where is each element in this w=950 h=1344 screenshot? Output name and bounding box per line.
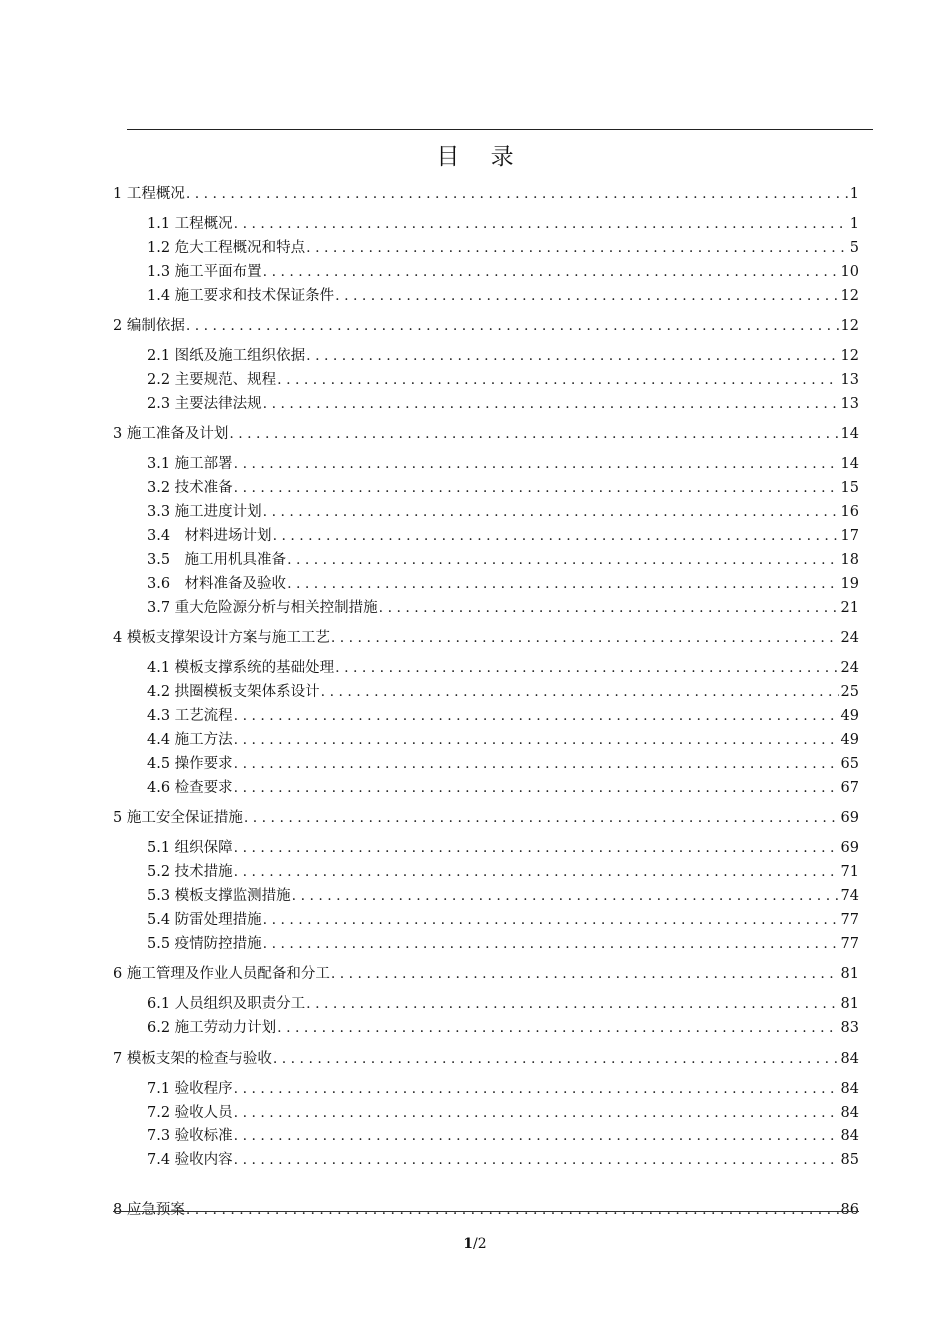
toc-entry-page: 83 [840,1020,859,1036]
toc-entry-page: 14 [840,426,859,442]
toc-entry-label: 6.1 人员组织及职责分工 [147,996,306,1012]
toc-leader-dots [292,886,839,906]
toc-entry-page: 24 [840,630,859,646]
toc-entry-page: 84 [840,1105,859,1121]
strikethrough-line [113,1211,859,1212]
toc-entry-label: 3.4 材料进场计划 [147,528,272,544]
toc-leader-dots [234,1079,839,1099]
toc-entry-label: 1 工程概况 [113,186,185,202]
toc-section-entry[interactable] [147,754,859,774]
toc-entry-label: 3.3 施工进度计划 [147,504,262,520]
toc-leader-dots [335,286,838,306]
toc-entry-page: 16 [840,504,859,520]
toc-entry-page: 13 [840,372,859,388]
toc-entry-label: 4 模板支撑架设计方案与施工工艺 [113,630,330,646]
toc-leader-dots [331,628,839,648]
toc-section-entry[interactable] [147,370,859,390]
toc-chapter-entry[interactable] [113,424,859,444]
toc-entry-label: 7.4 验收内容 [147,1152,233,1168]
toc-section-entry[interactable] [147,454,859,474]
toc-entry-page: 19 [840,576,859,592]
toc-entry-page: 84 [840,1128,859,1144]
current-page-number: 1 [463,1236,474,1252]
toc-section-entry[interactable] [147,574,859,594]
toc-leader-dots [234,730,839,750]
toc-entry-label: 8 应急预案 [113,1202,185,1218]
toc-entry-page: 24 [840,660,859,676]
toc-section-entry[interactable] [147,346,859,366]
toc-section-entry[interactable] [147,1150,859,1170]
toc-entry-label: 5.1 组织保障 [147,840,233,856]
toc-leader-dots [234,862,839,882]
toc-entry-page: 1 [849,186,859,202]
toc-entry-label: 4.4 施工方法 [147,732,233,748]
toc-chapter-entry[interactable] [113,184,859,204]
toc-entry-label: 1.1 工程概况 [147,216,233,232]
toc-section-entry[interactable] [147,886,859,906]
toc-section-entry[interactable] [147,682,859,702]
toc-entry-page: 84 [840,1051,859,1067]
toc-section-entry[interactable] [147,1103,859,1123]
page-separator: / [473,1236,478,1252]
toc-entry-page: 12 [840,348,859,364]
toc-entry-label: 5.5 疫情防控措施 [147,936,262,952]
toc-leader-dots [306,238,848,258]
toc-section-entry[interactable] [147,502,859,522]
toc-entry-page: 85 [840,1152,859,1168]
toc-leader-dots [244,808,839,828]
toc-section-entry[interactable] [147,730,859,750]
toc-section-entry[interactable] [147,394,859,414]
toc-entry-page: 10 [840,264,859,280]
toc-entry-label: 4.1 模板支撑系统的基础处理 [147,660,335,676]
toc-chapter-entry[interactable] [113,628,859,648]
toc-leader-dots [234,478,839,498]
toc-section-entry[interactable] [147,262,859,282]
toc-leader-dots [263,394,839,414]
toc-entry-label: 3.1 施工部署 [147,456,233,472]
toc-entry-label: 7.2 验收人员 [147,1105,233,1121]
toc-section-entry[interactable] [147,1126,859,1146]
toc-entry-label: 2 编制依据 [113,318,185,334]
toc-leader-dots [287,550,838,570]
toc-entry-label: 2.2 主要规范、规程 [147,372,277,388]
toc-entry-label: 3.7 重大危险源分析与相关控制措施 [147,600,378,616]
toc-entry-label: 3 施工准备及计划 [113,426,229,442]
toc-entry-label: 4.5 操作要求 [147,756,233,772]
toc-entry-page: 49 [840,708,859,724]
toc-section-entry[interactable] [147,1018,859,1038]
toc-leader-dots [234,1150,839,1170]
toc-section-entry[interactable] [147,934,859,954]
toc-leader-dots [186,316,839,336]
toc-entry-page: 12 [840,318,859,334]
toc-entry-page: 49 [840,732,859,748]
toc-entry-page: 77 [840,936,859,952]
toc-leader-dots [306,994,838,1014]
toc-section-entry[interactable] [147,910,859,930]
toc-entry-label: 2.3 主要法律法规 [147,396,262,412]
toc-leader-dots [277,370,838,390]
toc-leader-dots [263,910,839,930]
toc-leader-dots [229,424,838,444]
total-pages: 2 [477,1236,487,1252]
toc-section-entry[interactable] [147,1079,859,1099]
toc-section-entry[interactable] [147,286,859,306]
toc-entry-page: 21 [840,600,859,616]
toc-section-entry[interactable] [147,478,859,498]
toc-entry-page: 84 [840,1081,859,1097]
toc-leader-dots [263,502,839,522]
toc-chapter-entry[interactable] [113,964,859,984]
toc-leader-dots [234,454,839,474]
toc-entry-page: 14 [840,456,859,472]
toc-entry-label: 2.1 图纸及施工组织依据 [147,348,306,364]
toc-section-entry[interactable] [147,550,859,570]
toc-entry-label: 4.6 检查要求 [147,780,233,796]
toc-entry-page: 5 [849,240,859,256]
toc-title: 目 录 [436,144,526,170]
toc-leader-dots [234,838,839,858]
toc-entry-page: 65 [840,756,859,772]
toc-entry-label: 7.3 验收标准 [147,1128,233,1144]
toc-section-entry[interactable] [147,994,859,1014]
toc-section-entry[interactable] [147,658,859,678]
toc-entry-label: 7 模板支架的检查与验收 [113,1051,272,1067]
toc-entry-page: 15 [840,480,859,496]
toc-leader-dots [306,346,838,366]
toc-entry-page: 67 [840,780,859,796]
toc-entry-page: 12 [840,288,859,304]
toc-leader-dots [263,262,839,282]
toc-leader-dots [263,934,839,954]
toc-leader-dots [234,214,848,234]
toc-leader-dots [321,682,839,702]
toc-entry-label: 4.2 拱圈模板支架体系设计 [147,684,320,700]
toc-leader-dots [331,964,839,984]
toc-entry-label: 3.2 技术准备 [147,480,233,496]
toc-leader-dots [287,574,838,594]
toc-entry-page: 69 [840,810,859,826]
toc-section-entry[interactable] [147,838,859,858]
toc-leader-dots [186,184,848,204]
toc-leader-dots [379,598,839,618]
toc-entry-page: 69 [840,840,859,856]
toc-entry-label: 1.2 危大工程概况和特点 [147,240,306,256]
toc-entry-label: 6.2 施工劳动力计划 [147,1020,277,1036]
toc-entry-page: 17 [840,528,859,544]
toc-leader-dots [277,1018,838,1038]
toc-leader-dots [234,706,839,726]
toc-leader-dots [234,1103,839,1123]
toc-leader-dots [273,526,839,546]
page-footer [0,1236,950,1252]
toc-entry-label: 1.4 施工要求和技术保证条件 [147,288,335,304]
toc-entry-label: 3.6 材料准备及验收 [147,576,287,592]
toc-entry-label: 5.4 防雷处理措施 [147,912,262,928]
toc-entry-page: 77 [840,912,859,928]
toc-leader-dots [234,1126,839,1146]
toc-entry-page: 71 [840,864,859,880]
toc-section-entry[interactable] [147,862,859,882]
toc-entry-page: 81 [840,996,859,1012]
toc-section-entry[interactable] [147,778,859,798]
toc-entry-page: 81 [840,966,859,982]
toc-entry-page: 1 [849,216,859,232]
toc-entry-page: 18 [840,552,859,568]
toc-leader-dots [186,1200,839,1220]
toc-chapter-entry[interactable] [113,316,859,336]
toc-leader-dots [335,658,838,678]
toc-entry-label: 5.3 模板支撑监测措施 [147,888,291,904]
toc-entry-label: 7.1 验收程序 [147,1081,233,1097]
toc-section-entry[interactable] [147,238,859,258]
toc-chapter-entry[interactable] [113,1049,859,1069]
toc-entry-label: 5.2 技术措施 [147,864,233,880]
toc-leader-dots [234,754,839,774]
toc-section-entry[interactable] [147,526,859,546]
toc-entry-label: 6 施工管理及作业人员配备和分工 [113,966,330,982]
toc-chapter-entry[interactable] [113,1200,859,1220]
toc-section-entry[interactable] [147,214,859,234]
toc-entry-label: 4.3 工艺流程 [147,708,233,724]
toc-section-entry[interactable] [147,598,859,618]
toc-entry-page: 25 [840,684,859,700]
toc-entry-page: 86 [840,1202,859,1218]
toc-entry-page: 74 [840,888,859,904]
toc-chapter-entry[interactable] [113,808,859,828]
toc-section-entry[interactable] [147,706,859,726]
toc-leader-dots [273,1049,839,1069]
toc-entry-label: 1.3 施工平面布置 [147,264,262,280]
toc-entry-label: 3.5 施工用机具准备 [147,552,287,568]
toc-leader-dots [234,778,839,798]
toc-entry-label: 5 施工安全保证措施 [113,810,243,826]
toc-entry-page: 13 [840,396,859,412]
